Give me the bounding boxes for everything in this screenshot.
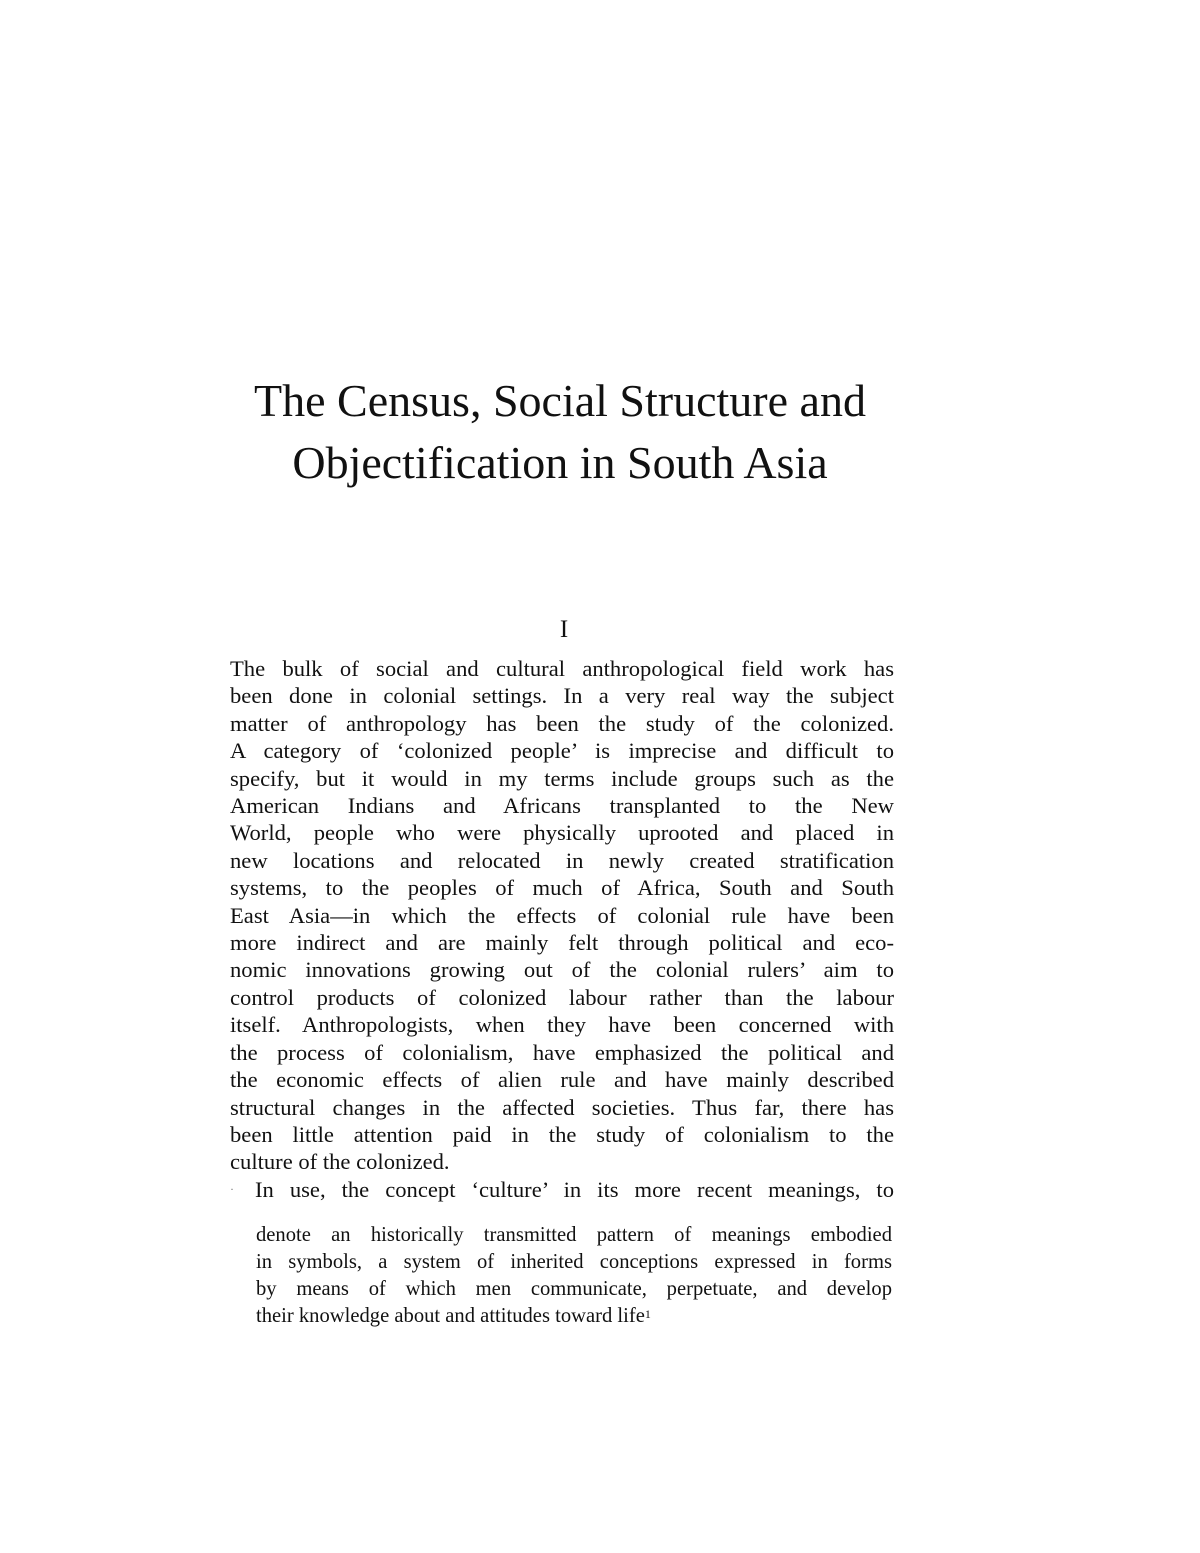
paragraph-line: nomic innovations growing out of the colonial rulers’ aim to <box>230 957 894 983</box>
paragraph-line: new locations and relocated in newly created stratification <box>230 847 894 873</box>
chapter-title-line-1: The Census, Social Structure and <box>254 375 866 426</box>
quote-line: by means of which men communicate, perpetuate, and develop <box>256 1278 892 1300</box>
paragraph-line: World, people who were physically uprooted and placed in <box>230 820 894 846</box>
footnote-marker: 1 <box>644 1307 651 1321</box>
paragraph-line: control products of colonized labour rather than the labour <box>230 984 894 1010</box>
paragraph-line: East Asia—in which the effects of colonial rule have been <box>230 902 894 928</box>
paragraph-line: been done in colonial settings. In a very real way the subject <box>230 683 894 709</box>
paragraph-line: A category of ‘colonized people’ is imprecise and difficult to <box>230 738 894 764</box>
paragraph-line: more indirect and are mainly felt through political and eco- <box>230 930 894 956</box>
paragraph-line: systems, to the peoples of much of Africa, South and South <box>230 875 894 901</box>
paragraph-line: American Indians and Africans transplanted to the New <box>230 793 894 819</box>
paragraph-line: structural changes in the affected societies. Thus far, there has <box>230 1094 894 1120</box>
stray-mark: · <box>230 1181 234 1196</box>
paragraph-line: been little attention paid in the study of colonialism to the <box>230 1121 894 1147</box>
paragraph-line: the economic effects of alien rule and have mainly described <box>230 1067 894 1093</box>
section-number: I <box>559 616 569 643</box>
quote-line-text: their knowledge about and attitudes toward life <box>256 1305 645 1327</box>
paragraph-line: In use, the concept ‘culture’ in its more recent meanings, to <box>255 1176 894 1202</box>
paragraph-1 <box>230 655 894 1176</box>
paragraph-line: specify, but it would in my terms include groups such as the <box>230 765 894 791</box>
paragraph-line: itself. Anthropologists, when they have been concerned with <box>230 1012 894 1038</box>
paragraph-line: the process of colonialism, have emphasized the political and <box>230 1039 894 1065</box>
paragraph-line: matter of anthropology has been the study of the colonized. <box>230 710 894 736</box>
quote-line: denote an historically transmitted pattern of meanings embodied <box>256 1224 892 1246</box>
chapter-title-line-2: Objectification in South Asia <box>292 437 828 488</box>
quote-line-last <box>256 1303 892 1330</box>
paragraph-2 <box>230 1176 894 1203</box>
block-quote <box>256 1222 892 1330</box>
chapter-title <box>200 370 920 494</box>
quote-line: in symbols, a system of inherited conceptions expressed in forms <box>256 1251 892 1273</box>
body-text <box>230 655 894 1203</box>
paragraph-line: The bulk of social and cultural anthropological field work has <box>230 656 894 681</box>
paragraph-line: culture of the colonized. <box>230 1149 450 1175</box>
